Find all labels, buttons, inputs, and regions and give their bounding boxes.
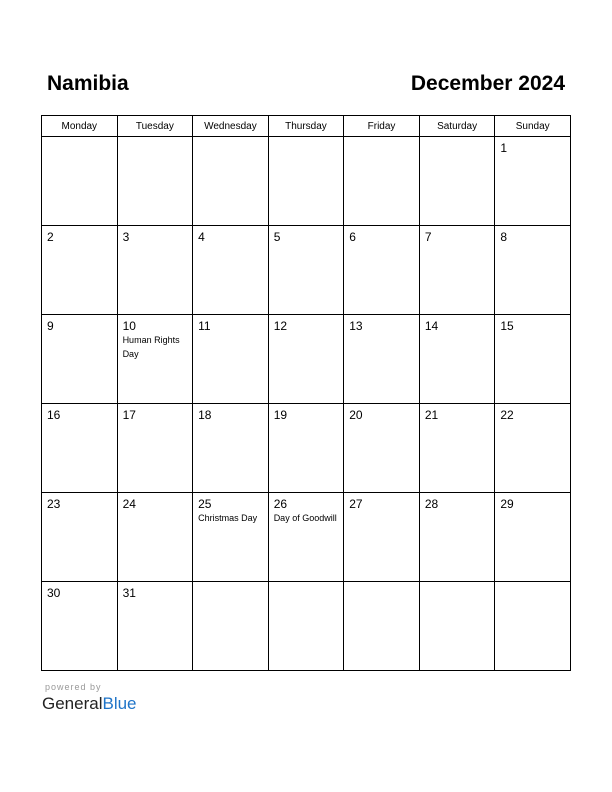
day-cell	[42, 226, 118, 315]
day-cell	[42, 137, 118, 226]
day-number: 4	[198, 230, 205, 244]
generalblue-logo[interactable]	[42, 694, 137, 714]
day-number: 12	[273, 319, 288, 333]
day-number: 3	[122, 230, 130, 244]
brand-general-text: General	[42, 694, 103, 713]
day-cell	[495, 226, 571, 315]
weekday-header: Thursday	[268, 116, 344, 137]
day-cell	[268, 315, 344, 404]
day-number: 26	[273, 497, 288, 511]
weekday-header: Friday	[344, 116, 420, 137]
weekday-header: Sunday	[495, 116, 571, 137]
powered-by-text: powered by	[45, 682, 102, 692]
day-cell	[268, 226, 344, 315]
week-row	[42, 493, 571, 582]
day-cell	[193, 582, 269, 671]
day-cell	[419, 493, 495, 582]
day-cell	[268, 582, 344, 671]
day-cell	[42, 404, 118, 493]
day-cell	[495, 582, 571, 671]
day-number: 9	[47, 319, 54, 333]
day-cell	[344, 315, 420, 404]
day-cell	[117, 315, 193, 404]
holiday-label: Human Rights Day	[122, 335, 180, 359]
day-number: 14	[424, 319, 439, 333]
day-number: 6	[349, 230, 356, 244]
day-cell	[419, 315, 495, 404]
brand-blue-text: Blue	[102, 694, 137, 713]
day-number	[193, 582, 268, 586]
day-number	[42, 137, 117, 141]
week-row	[42, 137, 571, 226]
day-number: 31	[122, 586, 136, 600]
day-number: 8	[500, 230, 508, 244]
day-number	[344, 137, 419, 141]
day-cell	[495, 315, 571, 404]
holiday-label: Christmas Day	[198, 513, 258, 523]
week-row	[42, 404, 571, 493]
day-cell	[344, 226, 420, 315]
day-number: 21	[424, 408, 439, 422]
day-cell	[419, 404, 495, 493]
day-cell	[42, 493, 118, 582]
weekday-header: Wednesday	[193, 116, 269, 137]
day-number: 2	[47, 230, 54, 244]
day-number	[269, 582, 344, 586]
day-number	[193, 137, 268, 141]
day-number: 1	[500, 141, 508, 155]
week-row	[42, 315, 571, 404]
day-number: 23	[47, 497, 61, 511]
day-cell	[344, 582, 420, 671]
day-cell	[117, 404, 193, 493]
weekday-header: Monday	[42, 116, 118, 137]
day-cell	[193, 226, 269, 315]
day-cell	[495, 404, 571, 493]
week-row	[42, 226, 571, 315]
day-cell	[268, 493, 344, 582]
day-cell	[344, 404, 420, 493]
day-number: 18	[198, 408, 212, 422]
day-cell	[193, 315, 269, 404]
day-number: 13	[349, 319, 363, 333]
day-number: 15	[500, 319, 514, 333]
day-cell	[117, 582, 193, 671]
weekday-header: Saturday	[419, 116, 495, 137]
day-cell	[193, 137, 269, 226]
day-number: 29	[500, 497, 514, 511]
day-number: 27	[349, 497, 363, 511]
day-cell	[419, 582, 495, 671]
day-number	[420, 582, 495, 586]
country-title: Namibia	[47, 72, 129, 95]
day-number: 30	[47, 586, 61, 600]
day-number	[118, 137, 193, 141]
day-cell	[42, 315, 118, 404]
day-cell	[42, 582, 118, 671]
day-cell	[193, 493, 269, 582]
day-number: 28	[424, 497, 439, 511]
day-number	[344, 582, 419, 586]
day-cell	[117, 137, 193, 226]
day-number: 7	[424, 230, 432, 244]
day-number: 5	[273, 230, 281, 244]
day-cell	[193, 404, 269, 493]
day-number: 10	[122, 319, 136, 333]
day-number: 16	[47, 408, 61, 422]
day-number	[420, 137, 495, 141]
holiday-label: Day of Goodwill	[273, 513, 337, 523]
week-row	[42, 582, 571, 671]
day-cell	[117, 226, 193, 315]
day-cell	[117, 493, 193, 582]
weekday-header: Tuesday	[117, 116, 193, 137]
day-cell	[495, 137, 571, 226]
day-cell	[419, 137, 495, 226]
day-number: 19	[273, 408, 288, 422]
day-number: 25	[198, 497, 212, 511]
day-number: 17	[122, 408, 136, 422]
day-number	[269, 137, 344, 141]
day-number: 22	[500, 408, 514, 422]
day-number: 24	[122, 497, 136, 511]
month-title: December 2024	[410, 72, 565, 95]
day-number: 11	[198, 319, 211, 333]
day-number	[495, 582, 570, 586]
day-cell	[495, 493, 571, 582]
day-number: 20	[349, 408, 363, 422]
day-cell	[268, 137, 344, 226]
day-cell	[344, 137, 420, 226]
day-cell	[268, 404, 344, 493]
calendar-grid	[41, 115, 571, 671]
weekday-header-row	[42, 116, 571, 137]
day-cell	[419, 226, 495, 315]
day-cell	[344, 493, 420, 582]
